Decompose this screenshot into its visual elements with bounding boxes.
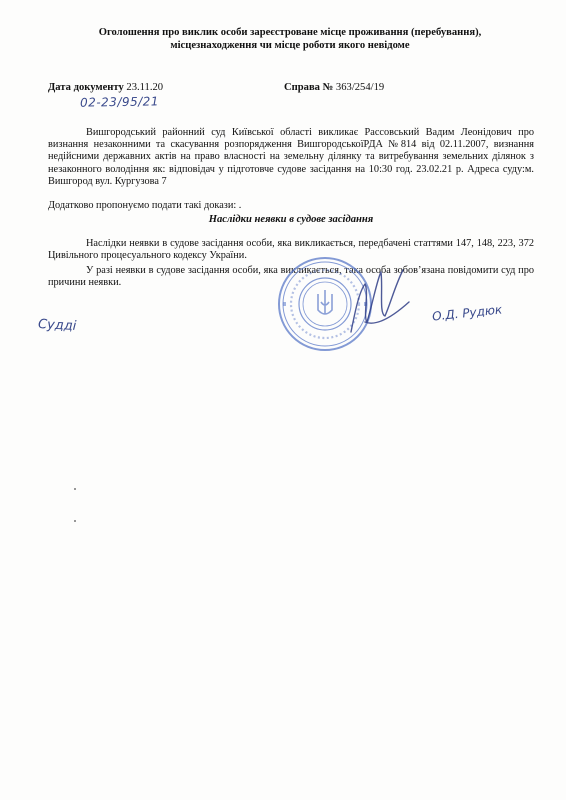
date-value: 23.11.20 xyxy=(126,82,164,93)
title-line-2: місцезнаходження чи місце роботи якого невідоме xyxy=(170,40,410,51)
case-label: Справа № xyxy=(284,82,334,93)
case-number xyxy=(284,81,384,94)
signature-icon xyxy=(345,262,415,342)
consequences-paragraph: Наслідки неявки в судове засідання особи, яка викликається, передбачені статтями 147, 148, 223, 372 Цивільного процесуального кодексу України. xyxy=(48,238,534,262)
title-line-1: Оголошення про виклик особи зареєстроване місце проживання (перебування), xyxy=(98,27,482,38)
duty-paragraph: У разі неявки в судове засідання особи, яка викликається, така особа зобов’язана повідомити суд про причини неявки. xyxy=(48,265,534,289)
handwritten-judge-name: О.Д. Рудюк xyxy=(431,302,503,324)
handwritten-judge-note: Судді xyxy=(37,317,77,334)
scan-speck xyxy=(74,520,76,522)
case-value: 363/254/19 xyxy=(335,82,385,93)
summons-paragraph: Вишгородський районний суд Київської області викликає Рассовський Вадим Леонідович про визнання незаконними та скасування розпорядження ВишгородськоїРДА №814 від 02.11.2007, визнання недійсними державних актів на право власності на земельну ділянку та витребування земельних ділянок з незаконного володіння як: відповідач у підготовче судове засідання на 10:30 год. 23.02.21 р. Адреса суду:м. Вишгород вул. Кургузова 7 xyxy=(48,127,534,187)
consequences-heading: Наслідки неявки в судове засідання xyxy=(208,214,374,225)
document-date xyxy=(48,81,163,94)
handwritten-registration-number: 02-23/95/21 xyxy=(79,94,160,110)
date-label: Дата документу xyxy=(48,82,124,93)
document-title xyxy=(40,26,540,52)
scan-speck xyxy=(74,488,76,490)
evidence-paragraph: Додатково пропонуємо подати такі докази: . xyxy=(48,200,242,211)
